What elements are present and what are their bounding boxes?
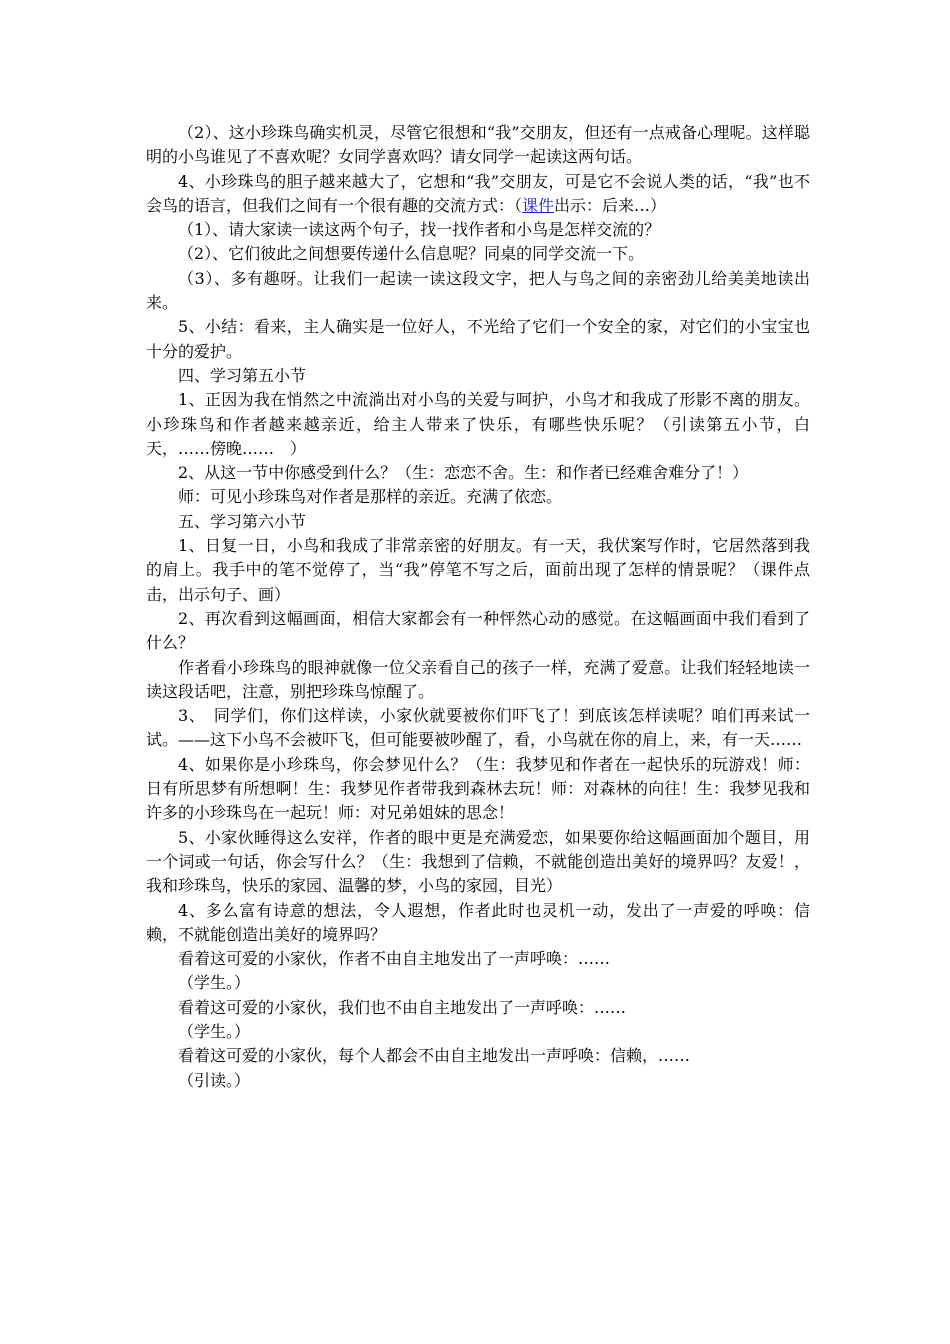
paragraph-22: （学生。） [178,1021,251,1041]
paragraph-21: 看着这可爱的小家伙，我们也不由自主地发出了一声呼唤：…… [178,997,627,1017]
paragraph-20: （学生。） [178,973,251,993]
paragraph-17: 5、小家伙睡得这么安祥，作者的眼中更是充满爱恋，如果要你给这幅画面加个题目，用一个词或一句话，你会写什么？（生：我想到了信赖，不就能创造出美好的境界吗？友爱！，我和珍珠鸟，快乐的家园、温馨的梦，小鸟的家园，目光） [146,827,810,896]
paragraph-18: 4、多么富有诗意的想法，令人遐想，作者此时也灵机一动，发出了一声爱的呼唤：信赖，不就能创造出美好的境界吗？ [146,900,810,944]
courseware-link[interactable]: 课件 [522,195,555,215]
paragraph-24: （引读。） [178,1070,251,1090]
paragraph-15: 3、 同学们，你们这样读，小家伙就要被你们吓飞了！到底该怎样读呢？咱们再来试一试。——这下小鸟不会被吓飞，但可能要被吵醒了，看，小鸟就在你的肩上，来，有一天…… [146,706,810,750]
section-heading-5: 五、学习第六小节 [178,511,307,531]
paragraph-4: （2）、它们彼此之间想要传递什么信息呢？同桌的同学交流一下。 [178,244,645,264]
paragraph-9: 2、从这一节中你感受到什么？（生：恋恋不舍。生：和作者已经难舍难分了！） [178,463,749,483]
paragraph-6: 5、小结：看来，主人确实是一位好人，不光给了它们一个安全的家，对它们的小宝宝也十分的爱护。 [146,317,810,361]
paragraph-13: 2、再次看到这幅画面，相信大家都会有一种怦然心动的感觉。在这幅画面中我们看到了什么？ [146,608,810,653]
paragraph-12: 1、日复一日，小鸟和我成了非常亲密的好朋友。有一天，我伏案写作时，它居然落到我的肩上。我手中的笔不觉停了，当“我”停笔不写之后，面前出现了怎样的情景呢？（课件点击，出示句子、画） [146,536,810,604]
paragraph-16: 4、如果你是小珍珠鸟，你会梦见什么？（生：我梦见和作者在一起快乐的玩游戏！师：日有所思梦有所想啊！生：我梦见作者带我到森林去玩！师：对森林的向往！生：我梦见我和许多的小珍珠鸟在一起玩！师：对兄弟姐妹的思念！ [146,754,810,823]
paragraph-14: 作者看小珍珠鸟的眼神就像一位父亲看自己的孩子一样，充满了爱意。让我们轻轻地读一读这段话吧，注意，别把珍珠鸟惊醒了。 [146,657,810,701]
paragraph-2-text-end: 出示：后来…） [554,195,667,215]
paragraph-19: 看着这可爱的小家伙，作者不由自主地发出了一声呼唤：…… [178,949,611,969]
paragraph-2-text: 4、小珍珠鸟的胆子越来越大了，它想和“我”交朋友，可是它不会说人类的话，“我”也不会鸟的语言，但我们之间有一个很有趣的交流方式：（ [146,171,810,215]
paragraph-5: （3）、多有趣呀。让我们一起读一读这段文字，把人与鸟之间的亲密劲儿给美美地读出来。 [146,268,810,313]
paragraph-3: （1）、请大家读一读这两个句子，找一找作者和小鸟是怎样交流的？ [178,220,661,240]
paragraph-23: 看着这可爱的小家伙，每个人都会不由自主地发出一声呼唤：信赖，…… [178,1046,691,1066]
paragraph-1: （2）、这小珍珠鸟确实机灵，尽管它很想和“我”交朋友，但还有一点戒备心理呢。这样聪明的小鸟谁见了不喜欢呢？女同学喜欢吗？请女同学一起读这两句话。 [146,123,810,167]
paragraph-10: 师：可见小珍珠鸟对作者是那样的亲近。充满了依恋。 [178,487,563,507]
paragraph-2 [146,170,810,219]
section-heading-4: 四、学习第五小节 [178,365,307,385]
paragraph-8: 1、正因为我在悄然之中流淌出对小鸟的关爱与呵护，小鸟才和我成了形影不离的朋友。小珍珠鸟和作者越来越亲近，给主人带来了快乐，有哪些快乐呢？（引读第五小节，白天，……傍晚…… ） [146,390,810,458]
